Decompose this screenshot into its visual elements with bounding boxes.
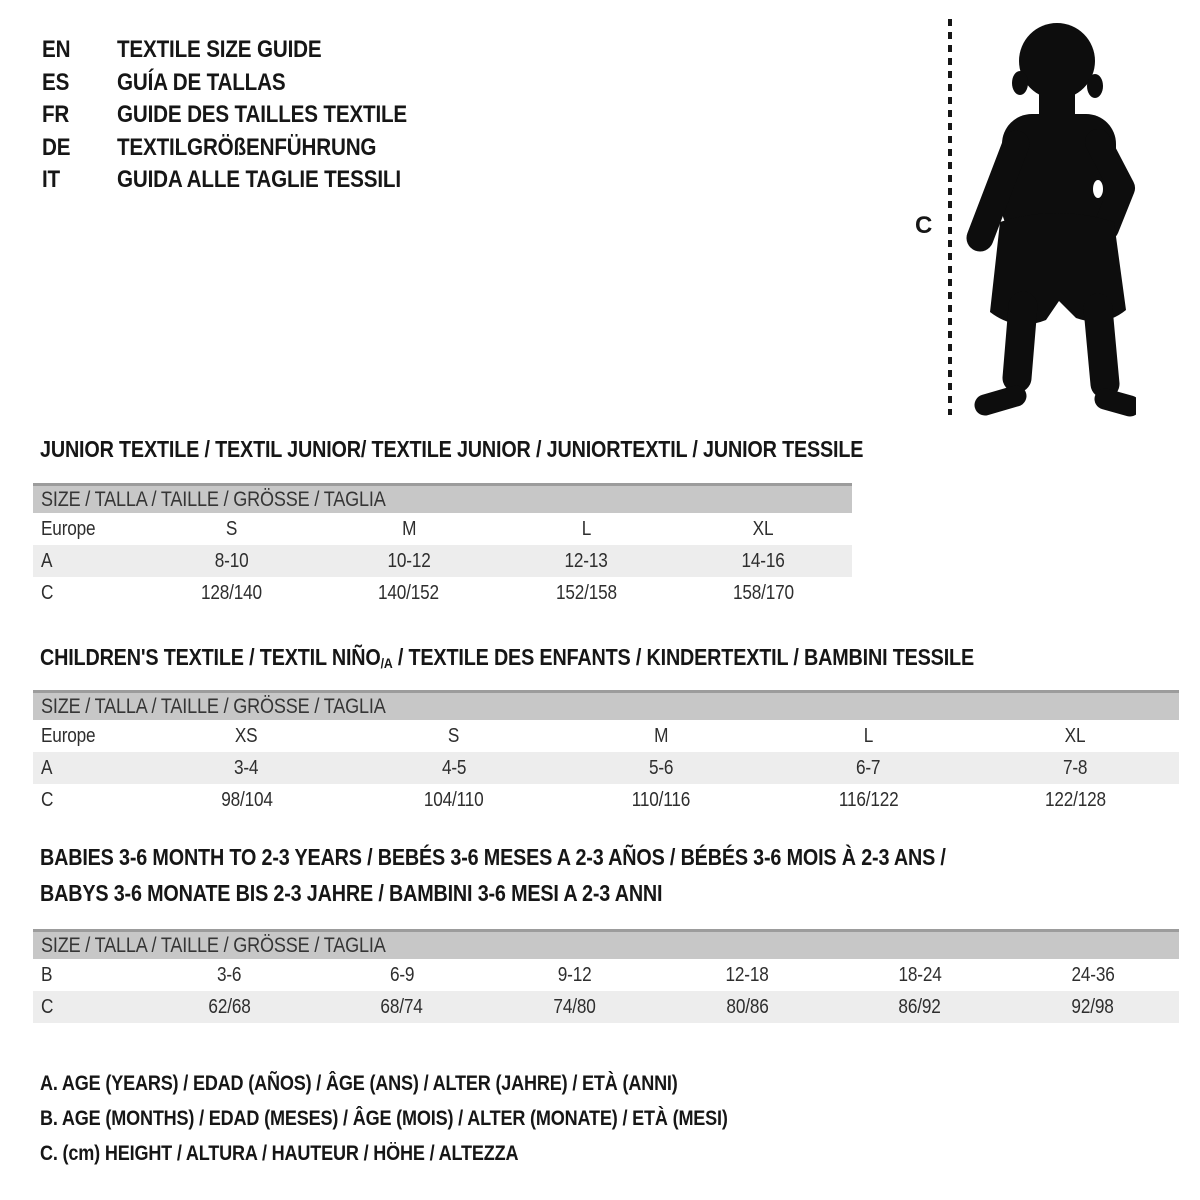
guide-title-it: GUIDA ALLE TAGLIE TESSILI	[117, 166, 401, 194]
size-cell: L	[581, 517, 591, 540]
height-cell: 140/152	[378, 581, 440, 604]
size-cell: XS	[235, 724, 258, 747]
row-label: A	[41, 549, 53, 572]
table-row	[33, 577, 852, 609]
age-cell: 9-12	[557, 963, 592, 986]
language-row-it	[42, 164, 454, 197]
legend-height-cm: C. (cm) HEIGHT / ALTURA / HAUTEUR / HÖHE / ALTEZZA	[40, 1141, 519, 1165]
size-cell: S	[448, 724, 460, 747]
size-header-bar: SIZE / TALLA / TAILLE / GRÖSSE / TAGLIA	[33, 483, 852, 513]
age-cell: 24-36	[1071, 963, 1115, 986]
height-cell: 62/68	[208, 995, 251, 1018]
babies-size-table	[33, 929, 1179, 1023]
height-cell: 80/86	[726, 995, 769, 1018]
language-title-list	[42, 34, 454, 197]
height-cell: 128/140	[201, 581, 263, 604]
language-row-fr	[42, 99, 454, 132]
height-measure-label: C	[915, 212, 933, 239]
row-label: C	[41, 581, 54, 604]
height-cell: 68/74	[380, 995, 424, 1018]
height-cell: 158/170	[732, 581, 794, 604]
language-row-de	[42, 132, 454, 165]
height-cell: 74/80	[553, 995, 596, 1018]
language-code: ES	[42, 68, 70, 96]
guide-title-fr: GUIDE DES TAILLES TEXTILE	[117, 101, 408, 129]
guide-title-en: TEXTILE SIZE GUIDE	[117, 36, 322, 64]
table-row	[33, 720, 1179, 752]
size-cell: XL	[753, 517, 774, 540]
age-cell: 10-12	[387, 549, 431, 572]
age-cell: 3-4	[234, 756, 259, 779]
legend-age-years: A. AGE (YEARS) / EDAD (AÑOS) / ÂGE (ANS) / ALTER (JAHRE) / ETÀ (ANNI)	[40, 1071, 678, 1095]
table-row	[33, 513, 852, 545]
table-row	[33, 991, 1179, 1023]
height-cell: 86/92	[898, 995, 942, 1018]
age-cell: 3-6	[217, 963, 242, 986]
nino-a-suffix: /A	[380, 655, 393, 672]
height-cell: 152/158	[555, 581, 617, 604]
age-cell: 12-18	[725, 963, 769, 986]
size-cell: M	[653, 724, 669, 747]
table-row	[33, 752, 1179, 784]
size-cell: L	[863, 724, 873, 747]
language-code: IT	[42, 166, 61, 194]
measure-legend	[40, 1066, 840, 1171]
legend-age-months: B. AGE (MONTHS) / EDAD (MESES) / ÂGE (MOIS) / ALTER (MONATE) / ETÀ (MESI)	[40, 1106, 728, 1130]
height-cell: 104/110	[423, 788, 484, 811]
table-row	[33, 959, 1179, 991]
armpit-gap	[1093, 180, 1103, 198]
baby-silhouette-icon	[960, 16, 1136, 420]
language-code: EN	[42, 36, 71, 64]
age-cell: 14-16	[741, 549, 785, 572]
age-cell: 7-8	[1063, 756, 1088, 779]
guide-title-de: TEXTILGRÖßENFÜHRUNG	[117, 133, 377, 161]
size-header-bar: SIZE / TALLA / TAILLE / GRÖSSE / TAGLIA	[33, 929, 1179, 959]
height-cell: 110/116	[631, 788, 691, 811]
age-cell: 12-13	[564, 549, 608, 572]
size-cell: S	[225, 517, 238, 540]
row-label: C	[41, 995, 54, 1018]
age-cell: 4-5	[441, 756, 466, 779]
age-cell: 8-10	[214, 549, 249, 572]
height-cell: 92/98	[1071, 995, 1114, 1018]
age-cell: 18-24	[898, 963, 942, 986]
guide-title-es: GUÍA DE TALLAS	[117, 68, 286, 96]
row-label: Europe	[41, 517, 96, 540]
size-cell: M	[401, 517, 416, 540]
table-row	[33, 545, 852, 577]
size-cell: XL	[1065, 724, 1086, 747]
height-cell: 98/104	[220, 788, 273, 811]
height-dashed-line	[946, 17, 954, 417]
babies-section-title: BABIES 3-6 MONTH TO 2-3 YEARS / BEBÉS 3-6 MESES A 2-3 AÑOS / BÉBÉS 3-6 MOIS À 2-3 ANS / BABYS 3-6 MONATE BIS 2-3 JAHRE / BAMBINI 3-6 MESI A 2-3 ANNI	[40, 844, 946, 906]
children-section-title: CHILDREN'S TEXTILE / TEXTIL NIÑO/A / TEXTILE DES ENFANTS / KINDERTEXTIL / BAMBINI TESSILE	[40, 644, 974, 672]
junior-size-table	[33, 483, 852, 609]
language-row-es	[42, 67, 454, 100]
language-code: FR	[42, 101, 70, 129]
row-label: Europe	[41, 724, 96, 747]
table-row	[33, 784, 1179, 816]
children-size-table	[33, 690, 1179, 816]
age-cell: 6-9	[389, 963, 415, 986]
row-label: B	[41, 963, 53, 986]
row-label: C	[41, 788, 54, 811]
row-label: A	[41, 756, 53, 779]
language-row-en	[42, 34, 454, 67]
junior-section-title: JUNIOR TEXTILE / TEXTIL JUNIOR/ TEXTILE JUNIOR / JUNIORTEXTIL / JUNIOR TESSILE	[40, 436, 864, 462]
language-code: DE	[42, 133, 71, 161]
size-header-bar: SIZE / TALLA / TAILLE / GRÖSSE / TAGLIA	[33, 690, 1179, 720]
age-cell: 5-6	[648, 756, 674, 779]
age-cell: 6-7	[856, 756, 881, 779]
height-cell: 122/128	[1044, 788, 1106, 811]
height-cell: 116/122	[838, 788, 899, 811]
